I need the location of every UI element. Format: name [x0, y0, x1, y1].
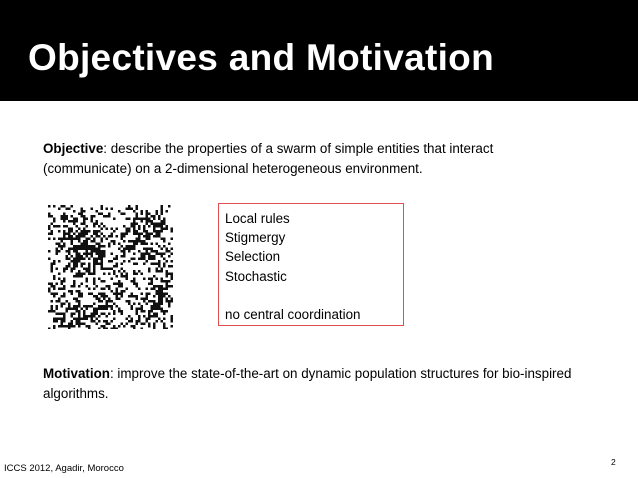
- swarm-pattern-image: [48, 205, 173, 329]
- objective-keyword: Objective: [43, 141, 104, 156]
- swarm-pattern-speckles: [48, 205, 173, 329]
- slide-title: Objectives and Motivation: [28, 37, 494, 78]
- motivation-text: : improve the state-of-the-art on dynamic population structures for bio-inspired algorithms.: [43, 366, 572, 401]
- rule-item: Stochastic: [225, 268, 287, 284]
- objective-text: : describe the properties of a swarm of simple entities that interact (communicate) on a 2-dimensional heterogeneous environment.: [43, 141, 494, 176]
- motivation-paragraph: [43, 364, 583, 404]
- page-number: 2: [611, 457, 616, 467]
- rule-item: Stigmergy: [225, 230, 286, 246]
- title-bar: [0, 0, 638, 101]
- objective-paragraph: [43, 139, 583, 179]
- spacer: [225, 286, 403, 305]
- motivation-keyword: Motivation: [43, 366, 110, 381]
- rules-box: [218, 203, 404, 326]
- rule-item: Local rules: [225, 211, 290, 226]
- rules-note: no central coordination: [225, 306, 361, 322]
- footer-text: ICCS 2012, Agadir, Morocco: [4, 463, 124, 474]
- rule-item: Selection: [225, 249, 281, 265]
